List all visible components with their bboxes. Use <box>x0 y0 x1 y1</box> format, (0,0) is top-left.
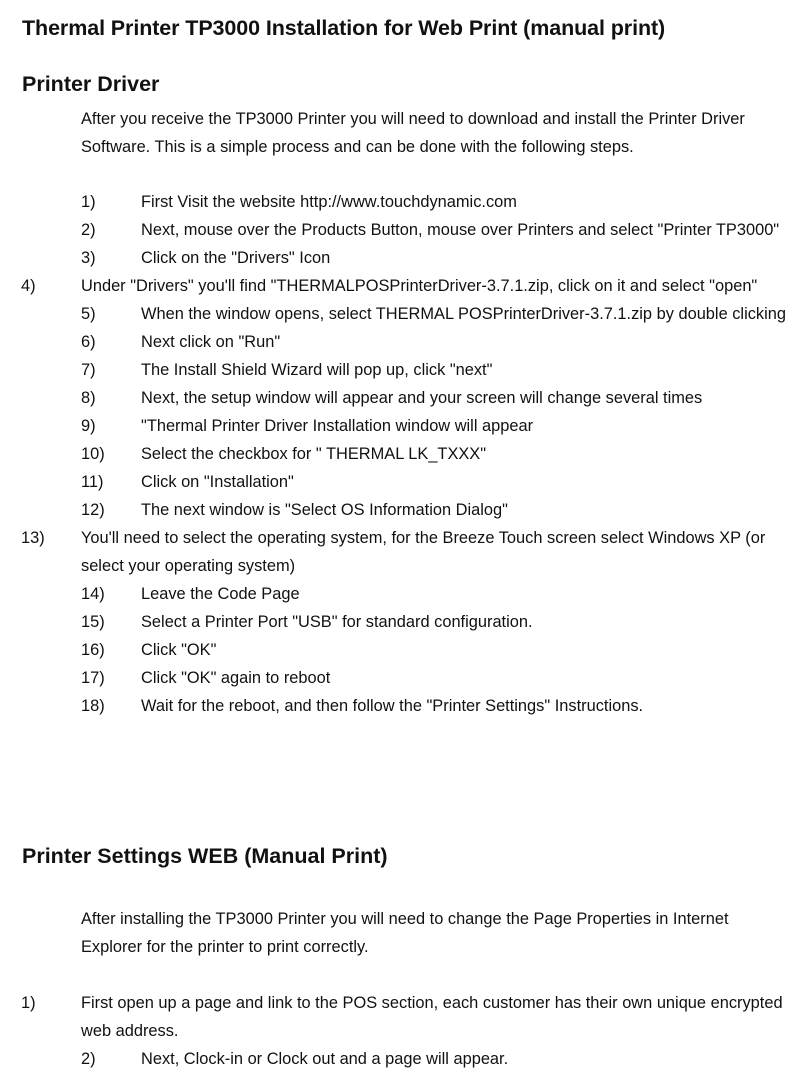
step-item <box>81 1045 796 1073</box>
step-text: "Thermal Printer Driver Installation window will appear <box>141 417 534 435</box>
step-text: First open up a page and link to the POS section, each customer has their own unique encrypted web address. <box>81 994 783 1040</box>
step-number: 8) <box>81 389 96 407</box>
step-item <box>81 636 796 664</box>
section-intro-printer-driver: After you receive the TP3000 Printer you will need to download and install the Printer Driver Software. This is a simple process and can be done with the following steps. <box>81 110 745 156</box>
step-item <box>21 989 796 1045</box>
step-text: Click "OK" again to reboot <box>141 669 331 687</box>
step-item <box>81 664 796 692</box>
step-item <box>81 188 796 216</box>
printer-settings-steps <box>21 989 796 1073</box>
step-number: 1) <box>81 193 96 211</box>
step-item <box>21 272 796 300</box>
step-number: 18) <box>81 697 105 715</box>
step-item <box>81 244 796 272</box>
step-text: Wait for the reboot, and then follow the "Printer Settings" Instructions. <box>141 697 644 715</box>
step-text: Leave the Code Page <box>141 585 300 603</box>
step-text: Next, the setup window will appear and your screen will change several times <box>141 389 703 407</box>
step-number: 1) <box>21 994 36 1012</box>
step-text: When the window opens, select THERMAL POSPrinterDriver-3.7.1.zip by double clicking <box>141 305 786 323</box>
step-number: 4) <box>21 277 36 295</box>
step-item <box>81 608 796 636</box>
step-item <box>21 524 796 580</box>
step-number: 16) <box>81 641 105 659</box>
step-item <box>81 300 796 328</box>
step-number: 7) <box>81 361 96 379</box>
step-number: 17) <box>81 669 105 687</box>
section-heading-printer-settings: Printer Settings WEB (Manual Print) <box>22 844 388 868</box>
step-text: Next click on "Run" <box>141 333 281 351</box>
step-text: Click "OK" <box>141 641 217 659</box>
step-text: Click on "Installation" <box>141 473 294 491</box>
step-number: 2) <box>81 221 96 239</box>
step-text: Select a Printer Port "USB" for standard configuration. <box>141 613 533 631</box>
step-text: Next, Clock-in or Clock out and a page will appear. <box>141 1050 509 1068</box>
step-number: 2) <box>81 1050 96 1068</box>
document-title: Thermal Printer TP3000 Installation for Web Print (manual print) <box>22 16 666 40</box>
step-text: Under "Drivers" you'll find "THERMALPOSPrinterDriver-3.7.1.zip, click on it and select "open" <box>81 277 758 295</box>
step-number: 9) <box>81 417 96 435</box>
step-text: The next window is "Select OS Information Dialog" <box>141 501 508 519</box>
step-number: 11) <box>81 473 104 491</box>
step-text: Click on the "Drivers" Icon <box>141 249 331 267</box>
step-number: 14) <box>81 585 105 603</box>
step-text: Next, mouse over the Products Button, mouse over Printers and select "Printer TP3000" <box>141 221 780 239</box>
step-number: 10) <box>81 445 105 463</box>
printer-driver-steps <box>21 188 796 720</box>
step-item <box>81 496 796 524</box>
step-text: You'll need to select the operating system, for the Breeze Touch screen select Windows XP (or select your operating system) <box>81 529 766 575</box>
step-text: First Visit the website http://www.touchdynamic.com <box>141 193 517 211</box>
step-item <box>81 580 796 608</box>
step-item <box>81 328 796 356</box>
step-number: 5) <box>81 305 96 323</box>
step-text: The Install Shield Wizard will pop up, click "next" <box>141 361 493 379</box>
step-item <box>81 384 796 412</box>
step-number: 12) <box>81 501 105 519</box>
step-item <box>81 692 796 720</box>
step-number: 6) <box>81 333 96 351</box>
step-item <box>81 216 796 244</box>
step-number: 3) <box>81 249 96 267</box>
step-text: Select the checkbox for " THERMAL LK_TXXX" <box>141 445 487 463</box>
step-number: 13) <box>21 529 45 547</box>
step-number: 15) <box>81 613 105 631</box>
step-item <box>81 356 796 384</box>
section-intro-printer-settings: After installing the TP3000 Printer you will need to change the Page Properties in Internet Explorer for the printer to print correctly. <box>81 910 729 956</box>
section-heading-printer-driver: Printer Driver <box>22 72 160 96</box>
step-item <box>81 440 796 468</box>
step-item <box>81 468 796 496</box>
step-item <box>81 412 796 440</box>
